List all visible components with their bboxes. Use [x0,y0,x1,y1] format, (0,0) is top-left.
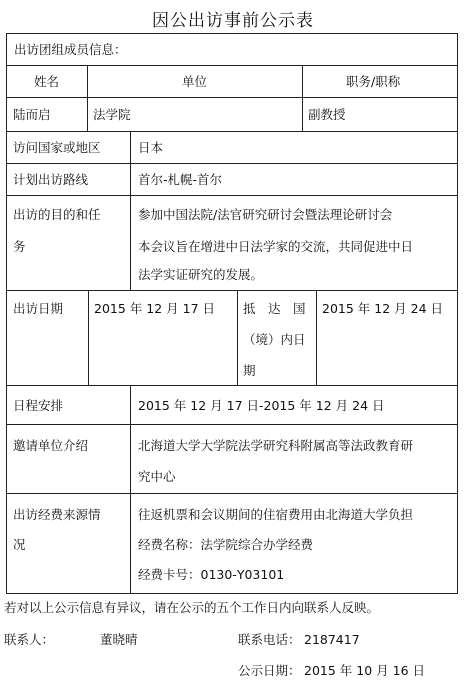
row-line [6,385,458,386]
row-line [6,195,458,196]
inviter-line: 究中心 [138,469,176,484]
publish-date: 2015 年 10 月 16 日 [304,663,425,678]
date-value: 2015 年 12 月 17 日 [94,301,215,316]
country-value: 日本 [138,140,164,155]
phone-label: 联系电话： [238,632,301,647]
purpose-line: 法学实证研究的发展。 [138,267,264,282]
inviter-label: 邀请单位介绍 [13,438,89,453]
row-line [6,97,458,98]
funds-line: 经费名称：法学院综合办学经费 [138,537,314,552]
funds-line: 往返机票和会议期间的住宿费用由北海道大学负担 [138,507,414,522]
purpose-label: 出访的目的和任 [13,207,101,222]
purpose-label-cont: 务 [13,239,26,254]
row-line [6,424,458,425]
route-value: 首尔-札幌-首尔 [138,172,223,187]
funds-label: 出访经费来源情 [13,507,101,522]
inviter-line: 北海道大学大学院法学研究科附属高等法政教育研 [138,438,414,453]
schedule-label: 日程安排 [13,398,64,413]
col-line [316,290,317,385]
arrive-label: 抵 达 国 [243,301,306,316]
row-line [6,493,458,494]
table-border-left [6,33,7,594]
col-header-rank: 职务/职称 [346,74,401,89]
col-header-unit: 单位 [182,74,208,89]
purpose-line: 本会议旨在增进中日法学家的交流，共同促进中日 [138,239,414,254]
col-line [130,131,131,290]
arrive-value: 2015 年 12 月 24 日 [322,301,443,316]
row-line [6,290,458,291]
arrive-label-cont: 期 [243,363,256,378]
col-line [237,290,238,385]
col-line [88,290,89,385]
row-line [6,163,458,164]
contact-name: 董晓晴 [100,632,138,647]
phone-value: 2187417 [304,632,360,647]
route-label: 计划出访路线 [13,172,89,187]
member-name: 陆而启 [13,107,51,122]
country-label: 访问国家或地区 [13,140,101,155]
date-label: 出访日期 [13,301,64,316]
schedule-value: 2015 年 12 月 17 日-2015 年 12 月 24 日 [138,398,385,413]
contact-label: 联系人： [4,632,55,647]
table-border-right [457,33,458,594]
table-border-bottom [6,593,458,594]
col-line [87,65,88,131]
member-unit: 法学院 [93,107,131,122]
member-rank: 副教授 [308,107,346,122]
funds-line: 经费卡号：0130-Y03101 [138,567,285,582]
members-header: 出访团组成员信息： [14,42,127,57]
table-border-top [6,33,458,34]
publish-label: 公示日期： [238,663,301,678]
funds-label-cont: 况 [13,537,26,552]
col-line [130,385,131,593]
objection-note: 若对以上公示信息有异议，请在公示的五个工作日内向联系人反映。 [4,600,380,615]
arrive-label-cont: （境）内日 [243,332,306,347]
row-line [6,65,458,66]
row-line [6,131,458,132]
page-title: 因公出访事前公示表 [152,11,314,31]
col-header-name: 姓名 [34,74,60,89]
col-line [302,65,303,131]
purpose-line: 参加中国法院/法官研究研讨会暨法理论研讨会 [138,207,393,222]
